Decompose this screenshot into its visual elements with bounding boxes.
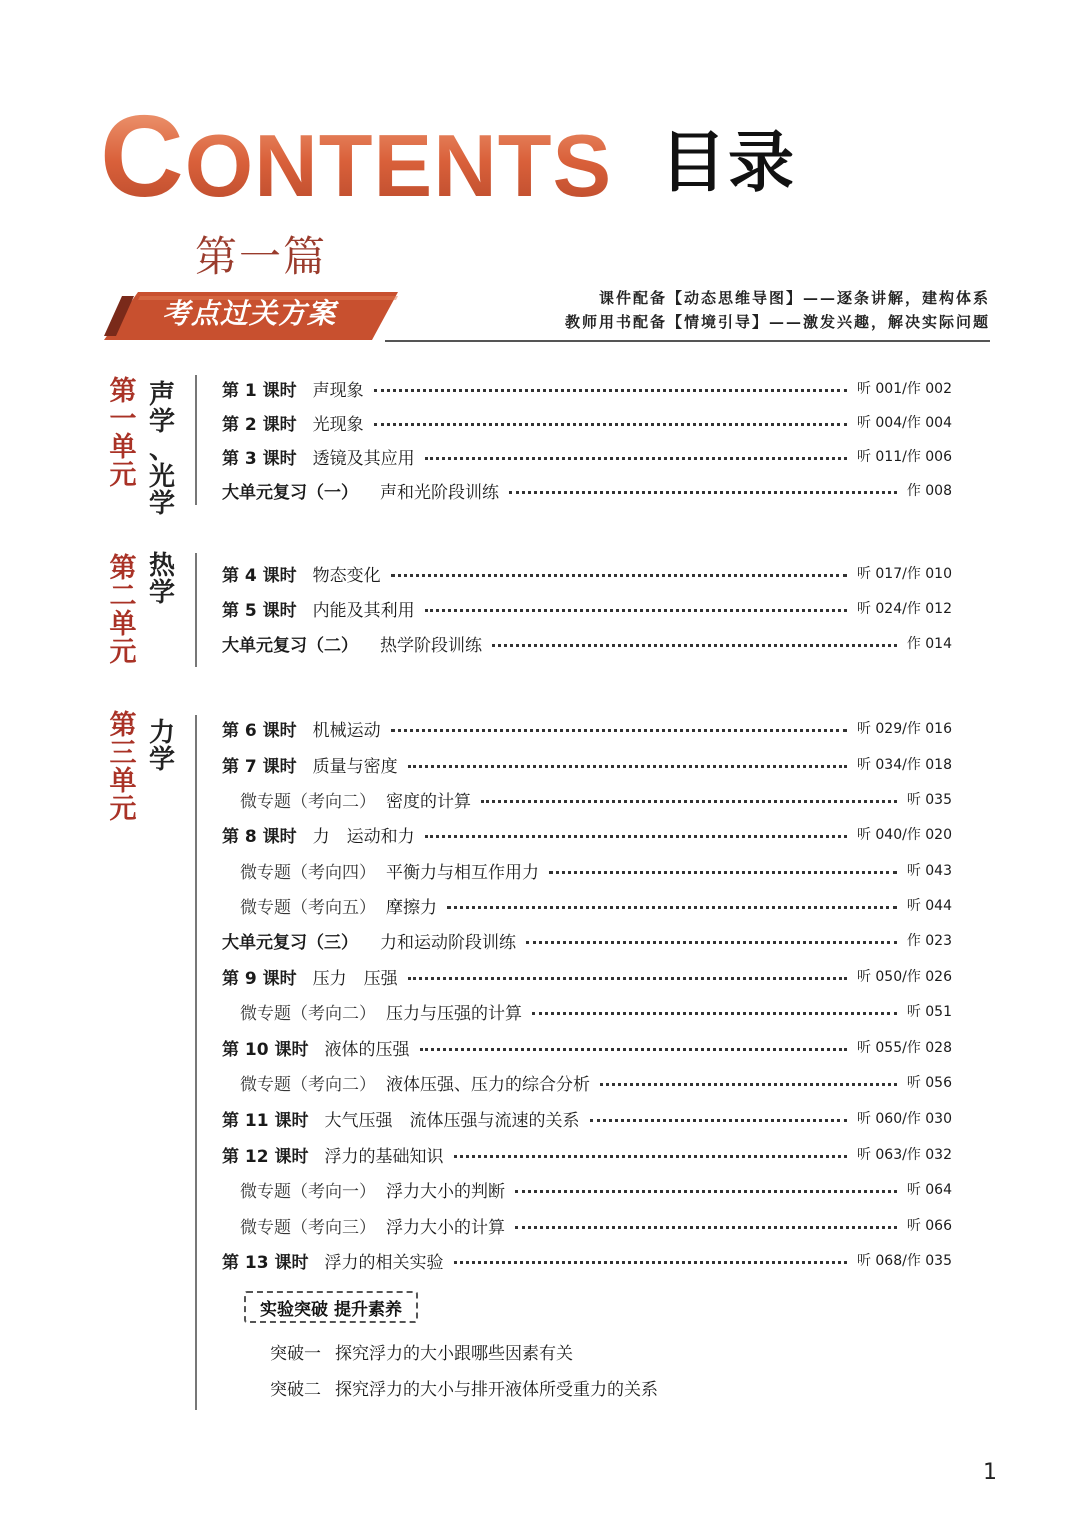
lesson-row[interactable] (222, 374, 952, 402)
dot-leader (532, 1012, 897, 1015)
lesson-row[interactable] (222, 750, 952, 778)
lesson-label: 第 8 课时 (222, 826, 297, 847)
lesson-row[interactable] (222, 559, 952, 587)
unit-1-topic: 声 学 、 光 学 (148, 380, 175, 520)
topic-row[interactable] (240, 997, 952, 1025)
dot-leader (374, 389, 847, 392)
entry-title: 摩擦力 (386, 897, 437, 918)
entry-title: 浮力大小的计算 (386, 1217, 505, 1238)
lesson-row[interactable] (222, 820, 952, 848)
topic-row[interactable] (240, 1175, 952, 1203)
entry-title: 声现象 (312, 380, 364, 401)
topic-label: 微专题（考向一） (240, 1181, 376, 1202)
lesson-row[interactable] (222, 1246, 952, 1274)
lesson-label: 大单元复习（一） (222, 482, 358, 503)
lesson-label: 大单元复习（三） (222, 932, 358, 953)
dot-leader (492, 644, 897, 647)
entry-title: 透镜及其应用 (312, 448, 415, 469)
page-ref: 听 043 (906, 863, 952, 879)
lesson-row[interactable] (222, 714, 952, 742)
lesson-label: 第 5 课时 (222, 600, 297, 621)
lesson-row[interactable] (222, 408, 952, 436)
entry-title: 压力与压强的计算 (386, 1003, 522, 1024)
experiment-item-label: 突破一 (270, 1344, 321, 1364)
topic-label: 微专题（考向二） (240, 1003, 376, 1024)
experiment-box: 实验突破 提升素养 (244, 1291, 418, 1323)
lesson-row[interactable] (222, 1033, 952, 1061)
lesson-label: 第 7 课时 (222, 756, 297, 777)
unit-1-divider (195, 375, 197, 505)
page-ref: 听 068/作 035 (856, 1253, 952, 1269)
entry-title: 浮力大小的判断 (386, 1181, 505, 1202)
page-ref: 听 035 (906, 792, 952, 808)
dot-leader (425, 835, 847, 838)
lesson-label: 第 1 课时 (222, 380, 297, 401)
note-courseware: 课件配备【动态思维导图】——逐条讲解，建构体系 (598, 289, 990, 307)
topic-row[interactable] (240, 891, 952, 919)
review-row[interactable] (222, 476, 952, 504)
part-title: 第一篇 (195, 232, 328, 281)
dot-leader (590, 1119, 847, 1122)
lesson-row[interactable] (222, 442, 952, 470)
mulu-title: 目录 (660, 124, 796, 201)
dot-leader (515, 1190, 897, 1193)
entry-title: 液体的压强 (324, 1039, 410, 1060)
dot-leader (509, 491, 897, 494)
dot-leader (425, 609, 847, 612)
dot-leader (600, 1083, 897, 1086)
lesson-label: 第 13 课时 (222, 1252, 309, 1273)
page-ref: 听 029/作 016 (856, 721, 952, 737)
topic-label: 微专题（考向三） (240, 1217, 376, 1238)
page-ref: 听 056 (906, 1075, 952, 1091)
entry-title: 内能及其利用 (312, 600, 415, 621)
note-teacher-book: 教师用书配备【情境引导】——激发兴趣，解决实际问题 (564, 313, 990, 331)
page-ref: 听 001/作 002 (856, 381, 952, 397)
dot-leader (454, 1155, 847, 1158)
page-ref: 听 040/作 020 (856, 827, 952, 843)
unit-2-label: 第 二 单 元 (109, 553, 137, 669)
page-ref: 听 004/作 004 (856, 415, 952, 431)
banner-text: 考点过关方案 (162, 297, 337, 330)
experiment-item-title: 探究浮力的大小与排开液体所受重力的关系 (335, 1380, 658, 1400)
topic-label: 微专题（考向五） (240, 897, 376, 918)
page-ref: 听 066 (906, 1218, 952, 1234)
experiment-item (270, 1339, 573, 1364)
dot-leader (447, 906, 897, 909)
topic-row[interactable] (240, 1211, 952, 1239)
dot-leader (425, 457, 847, 460)
page-ref: 听 024/作 012 (856, 601, 952, 617)
lesson-label: 第 6 课时 (222, 720, 297, 741)
dot-leader (454, 1261, 847, 1264)
entry-title: 液体压强、压力的综合分析 (386, 1074, 590, 1095)
lesson-label: 第 3 课时 (222, 448, 297, 469)
topic-row[interactable] (240, 856, 952, 884)
lesson-label: 第 10 课时 (222, 1039, 309, 1060)
dot-leader (515, 1226, 897, 1229)
page-ref: 听 055/作 028 (856, 1040, 952, 1056)
page-ref: 听 017/作 010 (856, 566, 952, 582)
experiment-item-title: 探究浮力的大小跟哪些因素有关 (335, 1344, 573, 1364)
header-rule (385, 340, 990, 342)
lesson-label: 第 2 课时 (222, 414, 297, 435)
topic-row[interactable] (240, 785, 952, 813)
section-banner (104, 292, 398, 340)
contents-heading (100, 91, 613, 221)
dot-leader (420, 1048, 847, 1051)
review-row[interactable] (222, 629, 952, 657)
page-ref: 作 008 (906, 483, 952, 499)
lesson-row[interactable] (222, 1140, 952, 1168)
entry-title: 浮力的相关实验 (324, 1252, 444, 1273)
page-ref: 听 011/作 006 (856, 449, 952, 465)
page-ref: 听 063/作 032 (856, 1147, 952, 1163)
entry-title: 质量与密度 (312, 756, 398, 777)
page-number: 1 (983, 1460, 997, 1485)
lesson-label: 第 9 课时 (222, 968, 297, 989)
unit-1-label: 第 一 单 元 (109, 376, 137, 492)
contents-first-letter: C (100, 91, 185, 221)
unit-3-label: 第 三 单 元 (109, 710, 137, 826)
topic-row[interactable] (240, 1068, 952, 1096)
lesson-label: 大单元复习（二） (222, 635, 358, 656)
unit-3-divider (195, 715, 197, 1410)
entry-title: 光现象 (312, 414, 364, 435)
page-ref: 听 051 (906, 1004, 952, 1020)
page-ref: 听 044 (906, 898, 952, 914)
dot-leader (374, 423, 847, 426)
dot-leader (481, 800, 897, 803)
experiment-item-label: 突破二 (270, 1380, 321, 1400)
entry-title: 压力 压强 (312, 968, 398, 989)
entry-title: 力 运动和力 (312, 826, 415, 847)
lesson-label: 第 4 课时 (222, 565, 297, 586)
experiment-item (270, 1375, 658, 1400)
dot-leader (391, 729, 847, 732)
dot-leader (408, 977, 847, 980)
entry-title: 大气压强 流体压强与流速的关系 (324, 1110, 580, 1131)
entry-title: 机械运动 (312, 720, 381, 741)
lesson-row[interactable] (222, 962, 952, 990)
lesson-row[interactable] (222, 1104, 952, 1132)
review-row[interactable] (222, 926, 952, 954)
entry-title: 密度的计算 (386, 791, 471, 812)
lesson-label: 第 12 课时 (222, 1146, 309, 1167)
dot-leader (391, 574, 847, 577)
unit-3-topic: 力 学 (148, 718, 175, 776)
entry-title: 平衡力与相互作用力 (386, 862, 539, 883)
unit-2-topic: 热 学 (148, 551, 175, 609)
topic-label: 微专题（考向二） (240, 1074, 376, 1095)
topic-label: 微专题（考向二） (240, 791, 376, 812)
lesson-label: 第 11 课时 (222, 1110, 309, 1131)
topic-label: 微专题（考向四） (240, 862, 376, 883)
contents-rest: ONTENTS (184, 116, 613, 215)
dot-leader (526, 941, 897, 944)
lesson-row[interactable] (222, 594, 952, 622)
entry-title: 物态变化 (312, 565, 381, 586)
page-ref: 作 023 (906, 933, 952, 949)
page-ref: 听 050/作 026 (856, 969, 952, 985)
entry-title: 浮力的基础知识 (324, 1146, 444, 1167)
page-ref: 听 034/作 018 (856, 757, 952, 773)
dot-leader (408, 765, 847, 768)
page-ref: 作 014 (906, 636, 952, 652)
entry-title: 力和运动阶段训练 (380, 932, 516, 953)
page-ref: 听 060/作 030 (856, 1111, 952, 1127)
page-ref: 听 064 (906, 1182, 952, 1198)
dot-leader (549, 871, 897, 874)
entry-title: 声和光阶段训练 (380, 482, 499, 503)
unit-2-divider (195, 553, 197, 667)
entry-title: 热学阶段训练 (380, 635, 482, 656)
